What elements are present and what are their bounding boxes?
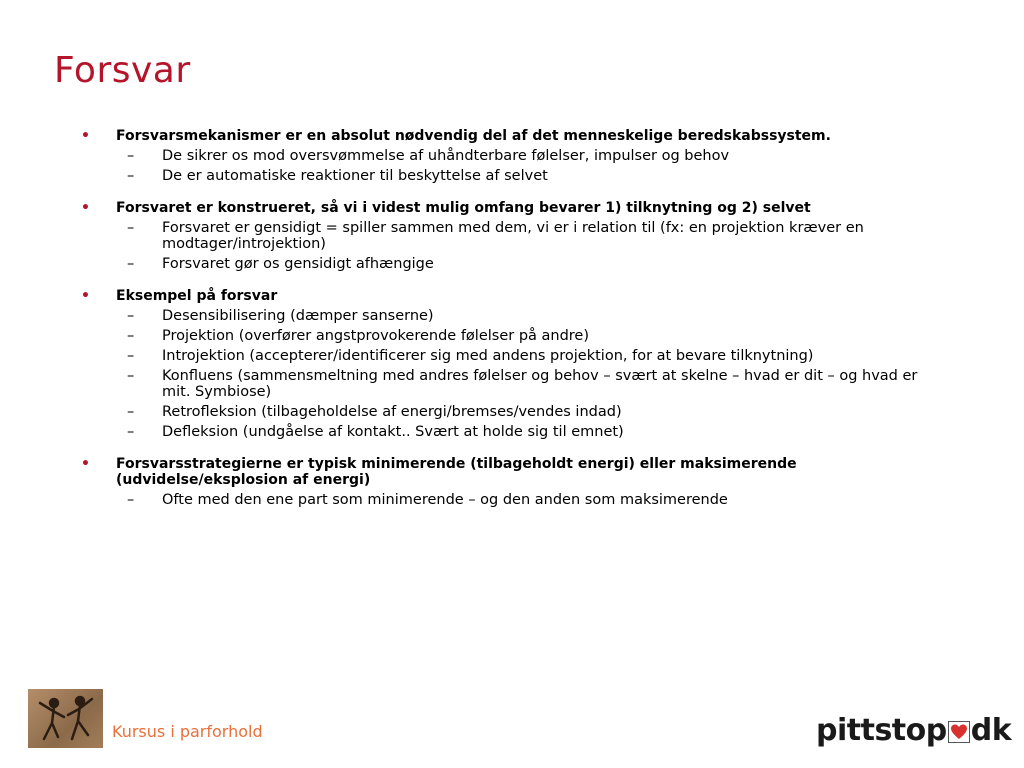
sub-bullet-marker: –: [127, 368, 135, 384]
slide-content: [78, 128, 938, 524]
sub-bullet-item: [78, 148, 938, 164]
logo-left-text: pittstop: [816, 713, 947, 748]
bullet-section: [78, 128, 938, 184]
slide-title: Forsvar: [54, 50, 191, 91]
sub-bullet-text: Konfluens (sammensmeltning med andres følelser og behov – svært at skelne – hvad er dit – og hvad er mit. Symbiose): [162, 368, 918, 400]
sub-bullet-item: [78, 368, 938, 400]
pittstop-logo[interactable]: [816, 713, 1011, 748]
bullet-section: [78, 288, 938, 440]
bullet-section: [78, 200, 938, 272]
bullet-marker: •: [81, 288, 90, 304]
sub-bullet-item: [78, 348, 938, 364]
sub-bullet-text: Forsvaret gør os gensidigt afhængige: [162, 256, 434, 272]
sub-bullet-text: Ofte med den ene part som minimerende – og den anden som maksimerende: [162, 492, 728, 508]
sub-bullet-text: Defleksion (undgåelse af kontakt.. Svært at holde sig til emnet): [162, 424, 624, 440]
sub-bullet-text: De er automatiske reaktioner til beskyttelse af selvet: [162, 168, 548, 184]
sub-bullet-marker: –: [127, 220, 135, 236]
sub-bullet-marker: –: [127, 308, 135, 324]
bullet-text: Forsvaret er konstrueret, så vi i videst mulig omfang bevarer 1) tilknytning og 2) selvet: [116, 200, 811, 216]
sub-bullet-marker: –: [127, 148, 135, 164]
sub-bullet-marker: –: [127, 256, 135, 272]
sub-bullet-item: [78, 308, 938, 324]
sub-bullet-text: Introjektion (accepterer/identificerer sig med andens projektion, for at bevare tilknytning): [162, 348, 814, 364]
bullet-item: [78, 128, 938, 144]
bullet-marker: •: [81, 128, 90, 144]
sub-bullet-text: Desensibilisering (dæmper sanserne): [162, 308, 434, 324]
sub-bullet-item: [78, 328, 938, 344]
logo-right-text: dk: [970, 713, 1012, 748]
sub-bullet-item: [78, 220, 938, 252]
sub-bullet-marker: –: [127, 328, 135, 344]
bullet-text: Eksempel på forsvar: [116, 288, 278, 304]
sub-bullet-marker: –: [127, 348, 135, 364]
sub-bullet-text: Forsvaret er gensidigt = spiller sammen med dem, vi er i relation til (fx: en projektion kræver en modtager/introjektion): [162, 220, 864, 252]
sub-bullet-marker: –: [127, 424, 135, 440]
course-label: Kursus i parforhold: [112, 722, 263, 741]
bullet-item: [78, 288, 938, 304]
bullet-marker: •: [81, 456, 90, 472]
bullet-text: Forsvarsstrategierne er typisk minimerende (tilbageholdt energi) eller maksimerende (udvidelse/eksplosion af energi): [116, 456, 797, 488]
dancing-figures-icon: [28, 689, 103, 748]
sub-bullet-item: [78, 424, 938, 440]
bullet-marker: •: [81, 200, 90, 216]
sub-bullet-marker: –: [127, 168, 135, 184]
heart-icon: [948, 721, 970, 743]
sub-bullet-item: [78, 168, 938, 184]
bullet-item: [78, 456, 938, 488]
sub-bullet-text: De sikrer os mod oversvømmelse af uhåndterbare følelser, impulser og behov: [162, 148, 730, 164]
sub-bullet-marker: –: [127, 404, 135, 420]
bullet-section: [78, 456, 938, 508]
sub-bullet-item: [78, 404, 938, 420]
sub-bullet-text: Retrofleksion (tilbageholdelse af energi/bremses/vendes indad): [162, 404, 622, 420]
sub-bullet-marker: –: [127, 492, 135, 508]
sub-bullet-text: Projektion (overfører angstprovokerende følelser på andre): [162, 328, 590, 344]
bullet-item: [78, 200, 938, 216]
sub-bullet-item: [78, 492, 938, 508]
bullet-text: Forsvarsmekanismer er en absolut nødvendig del af det menneskelige beredskabssystem.: [116, 128, 831, 144]
sub-bullet-item: [78, 256, 938, 272]
